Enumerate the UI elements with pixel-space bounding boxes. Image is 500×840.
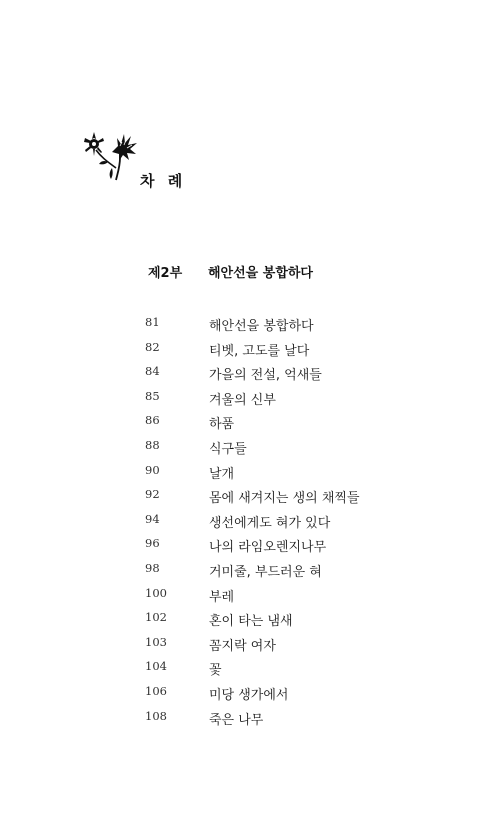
entry-page-number: 88 (145, 437, 160, 452)
toc-entry[interactable] (145, 586, 445, 611)
entry-title: 거미줄, 부드러운 혀 (209, 564, 322, 580)
entry-page-number: 98 (145, 560, 160, 575)
entry-page-number: 84 (145, 364, 160, 379)
entry-page-number: 106 (145, 683, 167, 698)
toc-entry[interactable] (145, 413, 445, 438)
entry-title: 해안선을 봉합하다 (209, 319, 314, 334)
toc-entry[interactable] (145, 635, 445, 660)
toc-heading: 차 례 (140, 172, 187, 190)
entry-title: 몸에 새겨지는 생의 채찍들 (209, 491, 360, 507)
entry-title: 생선에게도 혀가 있다 (209, 515, 331, 531)
entry-page-number: 100 (145, 585, 167, 600)
toc-entry[interactable] (145, 389, 445, 414)
toc-entry[interactable] (145, 659, 445, 684)
toc-entry[interactable] (145, 561, 445, 586)
toc-entry[interactable] (145, 487, 445, 512)
flower-icon (82, 128, 144, 186)
entry-page-number: 86 (145, 413, 160, 428)
entry-title: 겨울의 신부 (209, 392, 276, 408)
entry-title: 나의 라임오렌지나무 (209, 540, 327, 556)
entry-page-number: 104 (145, 659, 167, 674)
toc-entry[interactable] (145, 438, 445, 463)
entry-title: 식구들 (209, 441, 247, 457)
part-title: 해안선을 봉합하다 (208, 266, 313, 281)
entry-page-number: 108 (145, 708, 167, 723)
entry-page-number: 103 (145, 634, 167, 649)
toc-entry[interactable] (145, 340, 445, 365)
entry-page-number: 96 (145, 536, 160, 551)
toc-entry[interactable] (145, 463, 445, 488)
entry-page-number: 82 (145, 339, 160, 354)
entry-page-number: 92 (145, 487, 160, 502)
toc-entry[interactable] (145, 364, 445, 389)
toc-entry[interactable] (145, 684, 445, 709)
entry-page-number: 94 (145, 511, 160, 526)
entry-title: 날개 (209, 466, 235, 482)
toc-entry-list (145, 315, 445, 733)
part-number: 제2부 (148, 266, 183, 281)
entry-title: 하품 (209, 417, 235, 433)
entry-title: 꼼지락 여자 (209, 638, 276, 654)
entry-title: 미당 생가에서 (209, 687, 289, 703)
toc-entry[interactable] (145, 536, 445, 561)
entry-title: 부레 (209, 589, 235, 605)
entry-title: 죽은 나무 (209, 712, 264, 728)
entry-page-number: 90 (145, 462, 160, 477)
toc-entry[interactable] (145, 315, 445, 340)
toc-entry[interactable] (145, 512, 445, 537)
entry-page-number: 85 (145, 388, 160, 403)
entry-title: 꽃 (209, 663, 222, 679)
entry-title: 가을의 전설, 억새들 (209, 368, 322, 384)
entry-title: 티벳, 고도를 날다 (209, 343, 310, 359)
toc-entry[interactable] (145, 610, 445, 635)
entry-title: 혼이 타는 냄새 (209, 614, 293, 630)
toc-entry[interactable] (145, 709, 445, 734)
entry-page-number: 81 (145, 315, 160, 329)
entry-page-number: 102 (145, 610, 167, 625)
